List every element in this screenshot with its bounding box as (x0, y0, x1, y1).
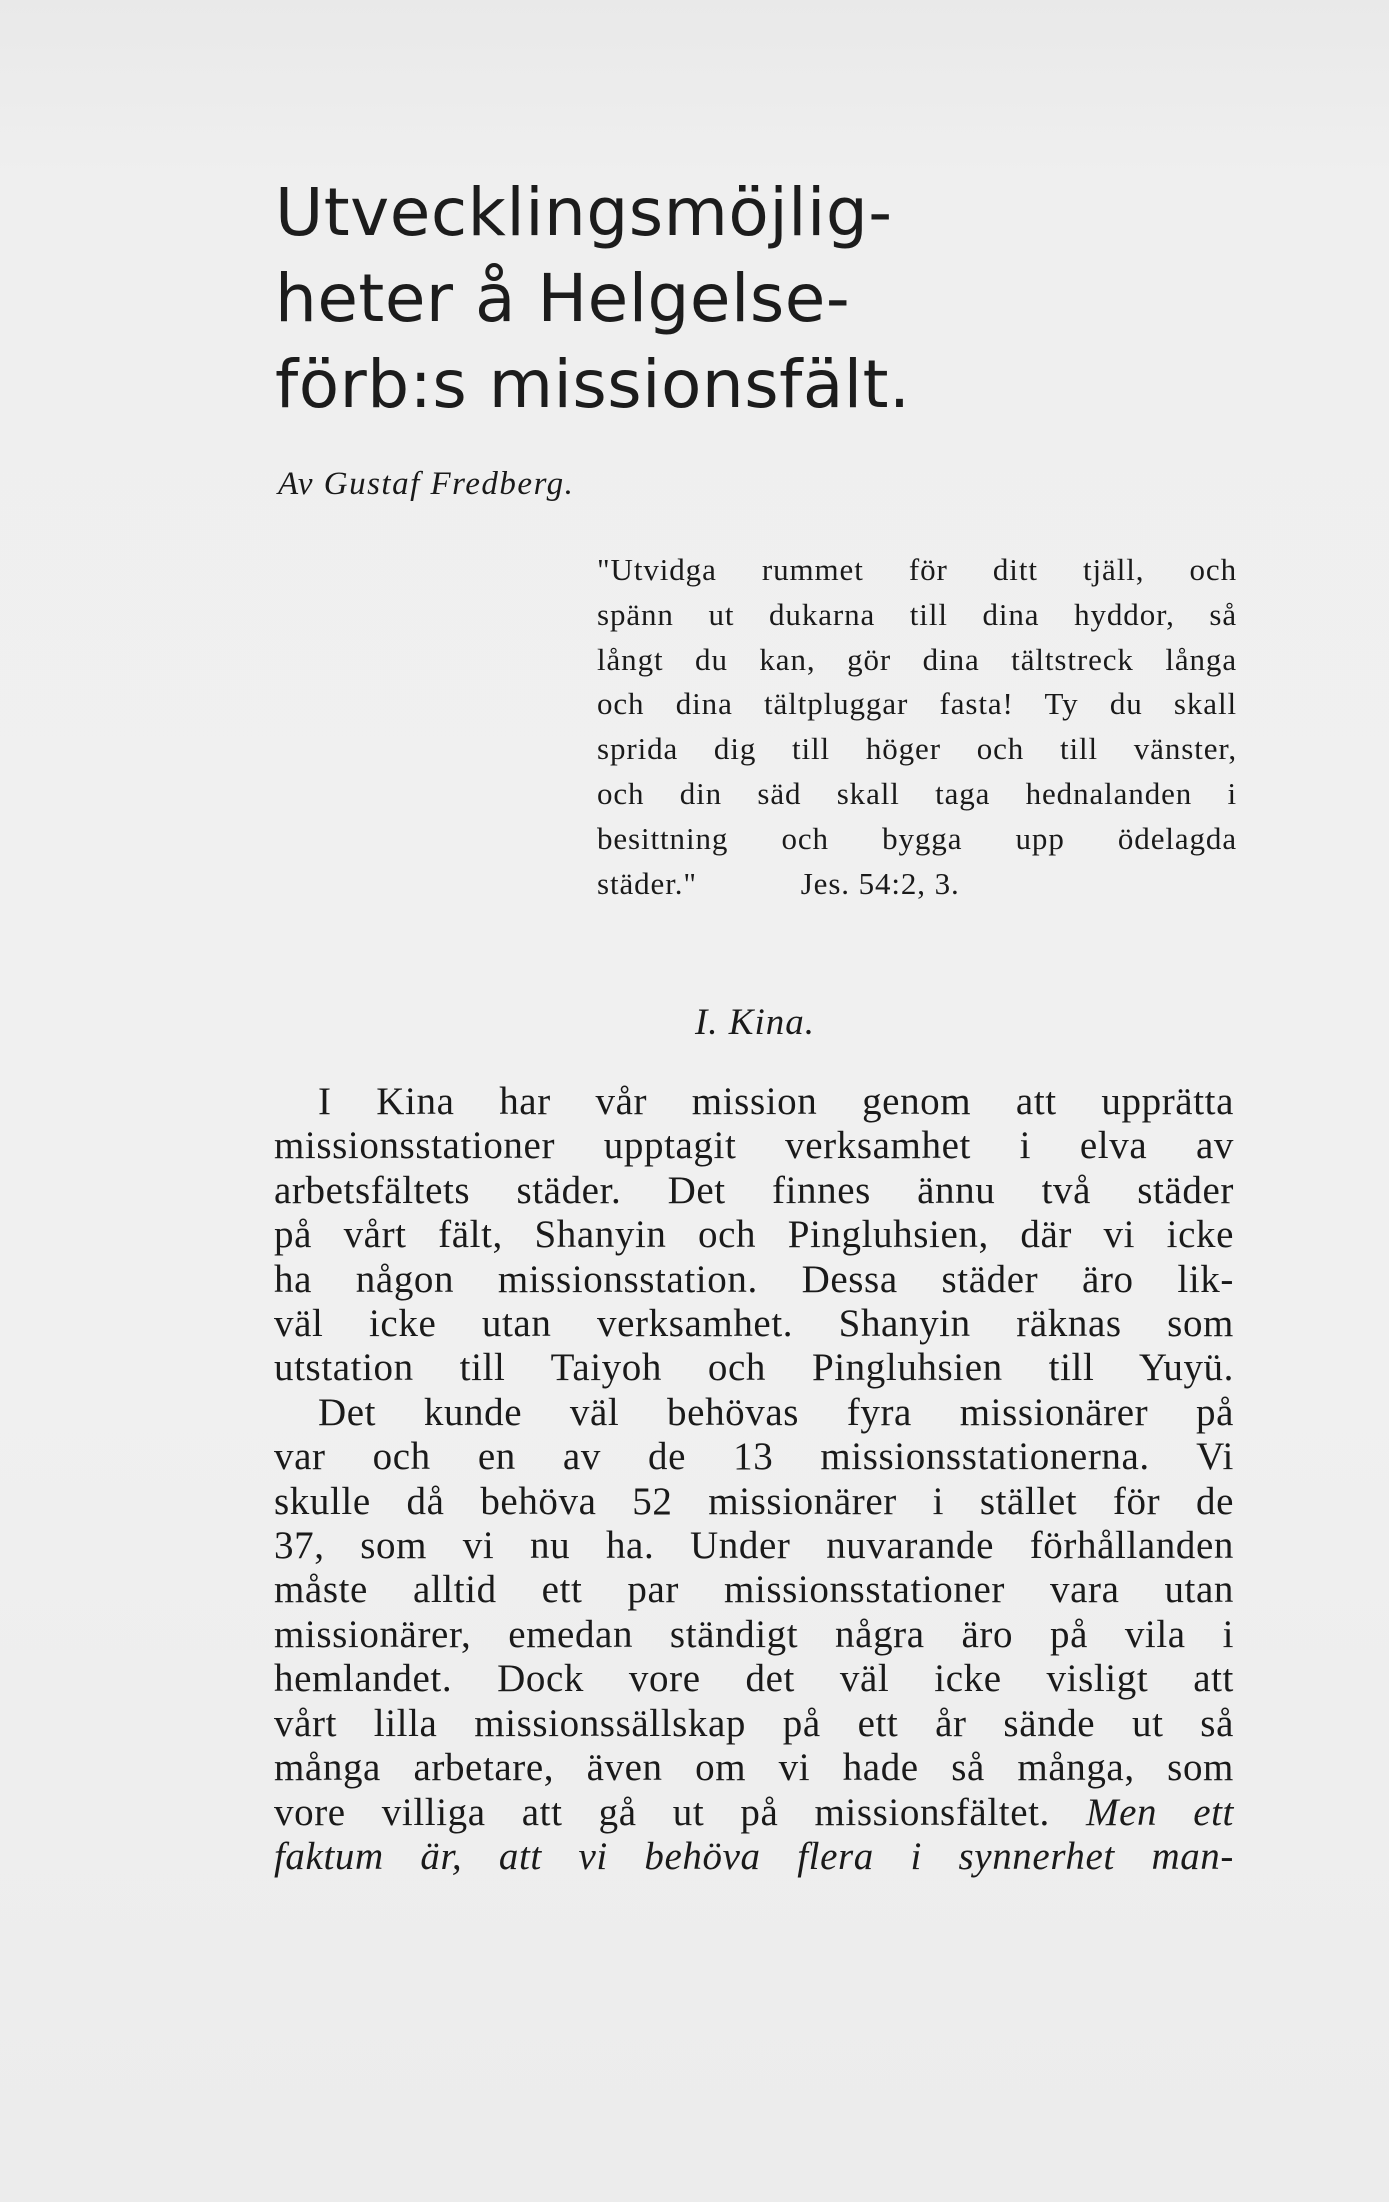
body-line: ha någon missionsstation. Dessa städer äro lik- (274, 1257, 1234, 1301)
italic-emphasis: faktum är, att vi behöva flera i synnerhet man- (274, 1834, 1234, 1878)
body-line: I Kina har vår mission genom att upprätta (318, 1080, 1234, 1123)
epigraph-line: sprida dig till höger och till vänster, (597, 731, 1237, 767)
body-line: missionsstationer upptagit verksamhet i elva av (274, 1124, 1234, 1168)
body-line: Det kunde väl behövas fyra missionärer på (318, 1390, 1234, 1434)
title-line: Utvecklingsmöjlig- (275, 174, 893, 251)
epigraph-line: besittning och bygga upp ödelagda (597, 820, 1237, 856)
author-byline: Av Gustaf Fredberg. (278, 466, 575, 502)
italic-emphasis: Men ett (1086, 1790, 1234, 1834)
epigraph-line: långt du kan, gör dina tältstreck långa (597, 641, 1237, 677)
article-title (275, 170, 995, 428)
body-line: missionärer, emedan ständigt några äro på vila i (274, 1612, 1234, 1656)
body-text-segment: vore villiga att gå ut på missionsfältet. (274, 1790, 1050, 1834)
article-body (274, 1080, 1234, 1879)
epigraph-line: och din säd skall taga hednalanden i (597, 775, 1237, 811)
title-line: heter å Helgelse- (275, 260, 851, 337)
body-line: väl icke utan verksamhet. Shanyin räknas som (274, 1302, 1234, 1346)
body-line: många arbetare, även om vi hade så många, som (274, 1746, 1234, 1790)
epigraph-quote (597, 548, 1237, 906)
paragraph-1 (274, 1080, 1234, 1391)
body-line: på vårt fält, Shanyin och Pingluhsien, där vi icke (274, 1213, 1234, 1257)
epigraph-citation-line: städer." Jes. 54:2, 3. (597, 865, 960, 901)
body-line-mixed (274, 1791, 1234, 1835)
epigraph-line: och dina tältpluggar fasta! Ty du skall (597, 686, 1237, 722)
body-line: hemlandet. Dock vore det väl icke visligt att (274, 1657, 1234, 1701)
epigraph-line: spänn ut dukarna till dina hyddor, så (597, 596, 1237, 632)
epigraph-line: "Utvidga rummet för ditt tjäll, och (597, 552, 1237, 587)
paragraph-2 (274, 1391, 1234, 1879)
body-line: måste alltid ett par missionsstationer vara utan (274, 1568, 1234, 1612)
body-line: 37, som vi nu ha. Under nuvarande förhållanden (274, 1524, 1234, 1568)
body-line: var och en av de 13 missionsstationerna. Vi (274, 1435, 1234, 1479)
body-line (274, 1835, 1234, 1879)
section-heading: I. Kina. (694, 1002, 816, 1043)
body-line: skulle då behöva 52 missionärer i stället för de (274, 1479, 1234, 1523)
title-line: förb:s missionsfält. (275, 346, 911, 423)
body-line: utstation till Taiyoh och Pingluhsien till Yuyü. (274, 1346, 1234, 1390)
body-line: vårt lilla missionssällskap på ett år sände ut så (274, 1701, 1234, 1745)
body-line: arbetsfältets städer. Det finnes ännu två städer (274, 1168, 1234, 1212)
